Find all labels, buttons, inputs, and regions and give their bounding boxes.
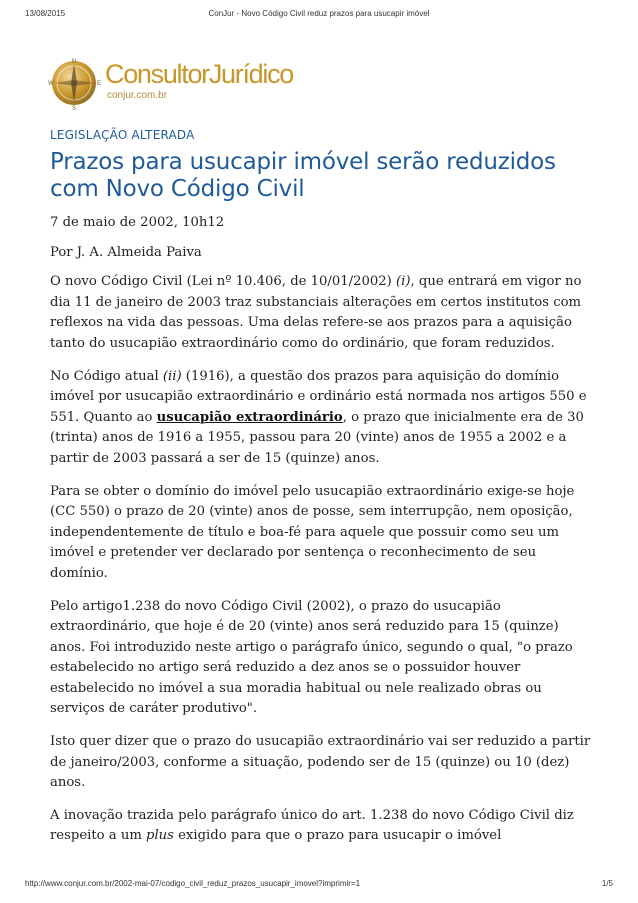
print-page-title: ConJur - Novo Código Civil reduz prazos para usucapir imóvel [208,9,430,18]
usucapiao-extraordinario-link[interactable]: usucapião extraordinário [156,409,343,425]
paragraph-2-text-b: (1916), a questão dos prazos para aquisição do domínio imóvel por usucapião extraordinário e ordinário está normada nos artigos 550 e 551. Quanto ao [50,368,587,425]
logo-site-text: conjur.com.br [107,90,168,101]
page-number: 1/5 [601,879,613,888]
footnote-ref-i[interactable]: (i) [395,274,411,290]
print-date: 13/08/2015 [25,9,66,18]
article-author: Por J. A. Almeida Paiva [50,244,202,260]
compass-logo-icon [50,55,102,111]
paragraph-6-emphasis: plus [146,828,174,844]
paragraph-6-text-b: exigido para que o prazo para usucapir o imóvel [173,828,502,844]
compass-e: E [96,81,102,87]
paragraph-3: Para se obter o domínio do imóvel pelo usucapião extraordinário exige-se hoje (CC 550) o prazo de 20 (vinte) anos de posse, sem interrupção, nem oposição, independentemente de título e boa-fé para aquele que possuir como seu um imóvel e pretender ver declarado por sentença o reconhecimento de seu domínio. [50,483,575,581]
print-footer [0,879,638,891]
print-url: http://www.conjur.com.br/2002-mai-07/codigo_civil_reduz_prazos_usucapir_imovel?imprimir=1 [25,879,361,888]
paragraph-2 [50,367,596,470]
paragraph-6-text-a: A inovação trazida pelo parágrafo único do art. 1.238 do novo Código Civil diz respeito a um [50,807,574,844]
footnote-ref-ii[interactable]: (ii) [162,368,182,384]
article-date: 7 de maio de 2002, 10h12 [50,215,225,230]
conjur-logo[interactable] [50,55,320,111]
logo-brand-text: ConsultorJurídico [105,59,293,89]
section-label: LEGISLAÇÃO ALTERADA [50,128,195,142]
paragraph-6 [50,806,596,847]
paragraph-1-text-a: O novo Código Civil (Lei nº 10.406, de 10/01/2002) [50,274,396,290]
compass-n: N [71,59,77,65]
article-title: Prazos para usucapir imóvel serão reduzidos com Novo Código Civil [50,149,556,202]
print-header [0,9,638,21]
paragraph-1-text-b: , que entrará em vigor no dia 11 de janeiro de 2003 traz substanciais alterações em certos institutos com reflexos na vida das pessoas. Uma delas refere-se aos prazos para a aquisição tanto do usucapião extraordinário como do ordinário, que foram reduzidos. [50,274,582,351]
paragraph-2-text-a: No Código atual [50,368,163,384]
paragraph-5: Isto quer dizer que o prazo do usucapião extraordinário vai ser reduzido a partir de janeiro/2003, conforme a situação, podendo ser de 15 (quinze) ou 10 (dez) anos. [50,734,591,791]
paragraph-4: Pelo artigo1.238 do novo Código Civil (2002), o prazo do usucapião extraordinário, que hoje é de 20 (vinte) anos será reduzido para 15 (quinze) anos. Foi introduzido neste artigo o parágrafo único, segundo o qual, "o prazo estabelecido no artigo será reduzido a dez anos se o possuidor houver estabelecido no imóvel a sua moradia habitual ou nele realizado obras ou serviços de caráter produtivo". [50,598,573,717]
paragraph-2-text-c: , o prazo que inicialmente era de 30 (trinta) anos de 1916 a 1955, passou para 20 (vinte) anos de 1955 a 2002 e a partir de 2003 passará a ser de 15 (quinze) anos. [50,409,584,466]
compass-s: S [71,106,77,112]
article [50,127,596,859]
paragraph-1 [50,272,596,354]
compass-w: W [48,81,54,87]
